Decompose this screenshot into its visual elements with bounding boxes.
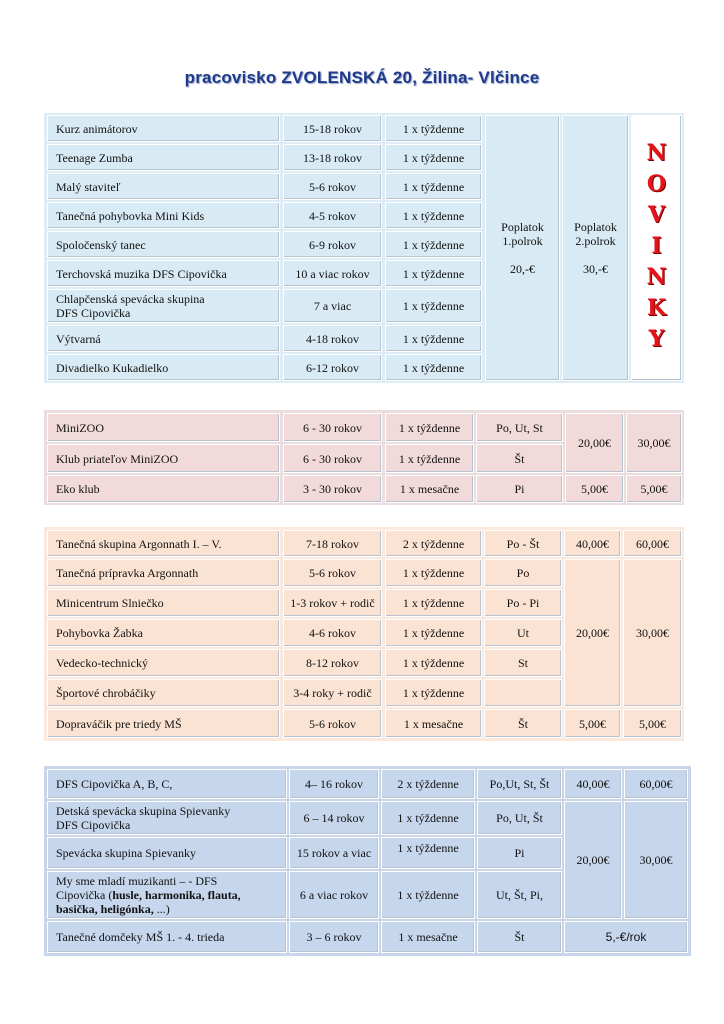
course-name-line: DFS Cipovička [56, 818, 131, 832]
course-name: Dopraváčik pre triedy MŠ [47, 709, 280, 738]
days: Pi [477, 837, 562, 869]
age-range: 10 a viac rokov [283, 260, 382, 287]
course-name: Pohybovka Žabka [47, 619, 280, 647]
course-name: Tanečné domčeky MŠ 1. - 4. trieda [47, 921, 287, 953]
course-name [47, 289, 280, 323]
days: Pi [476, 475, 563, 503]
frequency: 1 x mesačne [385, 709, 482, 738]
frequency: 1 x týždenne [385, 413, 474, 442]
course-name: Tanečná prípravka Argonnath [47, 559, 280, 587]
course-name: Vedecko-technický [47, 649, 280, 677]
fee-price: 30,-€ [583, 262, 608, 276]
course-name: Eko klub [47, 475, 280, 503]
novinky-letter: N [646, 140, 667, 166]
frequency: 1 x týždenne [385, 173, 482, 200]
course-name: Spevácka skupina Spievanky [47, 837, 287, 869]
days: St [484, 649, 562, 677]
price-first-half: 5,00€ [565, 475, 624, 503]
age-range: 15 rokov a viac [289, 837, 379, 869]
frequency: 2 x týždenne [381, 769, 475, 799]
frequency: 2 x týždenne [385, 530, 482, 557]
course-name-line: basička, heligónka, ...) [56, 902, 170, 916]
age-range: 1-3 rokov + rodič [283, 589, 382, 617]
days [484, 679, 562, 707]
price-second-half: 5,00€ [623, 709, 682, 738]
price-second-half: 30,00€ [623, 559, 682, 707]
course-name: Športové chrobáčiky [47, 679, 280, 707]
fee-first-half [485, 115, 560, 381]
age-range: 6 a viac rokov [289, 871, 379, 919]
days: Št [476, 444, 563, 473]
course-name: Teenage Zumba [47, 144, 280, 171]
course-name: Malý staviteľ [47, 173, 280, 200]
frequency: 1 x týždenne [385, 589, 482, 617]
price-first-half: 5,00€ [564, 709, 621, 738]
price-first-half: 20,00€ [564, 559, 621, 707]
course-name: DFS Cipovička A, B, C, [47, 769, 287, 799]
frequency: 1 x týždenne [385, 679, 482, 707]
days: Po - Št [484, 530, 562, 557]
age-range: 6-12 rokov [283, 354, 382, 381]
price-first-half: 20,00€ [565, 413, 624, 473]
fee-period: 1.polrok [502, 234, 543, 248]
age-range: 4-5 rokov [283, 202, 382, 229]
frequency: 1 x týždenne [385, 354, 482, 381]
price-first-half: 40,00€ [564, 530, 621, 557]
novinky-banner [631, 115, 682, 381]
frequency: 1 x týždenne [385, 144, 482, 171]
course-name: MiniZOO [47, 413, 280, 442]
course-name-line: My sme mladí muzikanti – - DFS [56, 874, 218, 888]
age-range: 6-9 rokov [283, 231, 382, 258]
price-second-half: 30,00€ [624, 801, 688, 919]
fee-second-half [562, 115, 629, 381]
novinky-letter: N [646, 264, 667, 290]
course-name-line: DFS Cipovička [56, 306, 131, 320]
age-range: 15-18 rokov [283, 115, 382, 142]
frequency: 1 x mesačne [381, 921, 475, 953]
price-first-half: 40,00€ [564, 769, 622, 799]
section-1-table [44, 113, 684, 383]
age-range: 4– 16 rokov [289, 769, 379, 799]
section-2-table [44, 410, 684, 505]
frequency: 1 x týždenne [385, 260, 482, 287]
fee-price: 20,-€ [510, 262, 535, 276]
price-second-half: 5,00€ [626, 475, 682, 503]
novinky-letter: I [651, 233, 662, 259]
age-range: 6 - 30 rokov [283, 413, 382, 442]
frequency: 1 x týždenne [385, 115, 482, 142]
frequency: 1 x týždenne [385, 619, 482, 647]
frequency: 1 x týždenne [385, 289, 482, 323]
course-name: Divadielko Kukadielko [47, 354, 280, 381]
days: Po, Ut, Št [477, 801, 562, 835]
section-3-table [44, 527, 684, 741]
frequency: 1 x týždenne [385, 231, 482, 258]
course-name-line: Chlapčenská spevácka skupina [56, 292, 205, 306]
age-range: 3 – 6 rokov [289, 921, 379, 953]
age-range: 5-6 rokov [283, 559, 382, 587]
course-name [47, 871, 287, 919]
frequency: 1 x týždenne [385, 325, 482, 352]
frequency: 1 x týždenne [385, 649, 482, 677]
course-name: Klub priateľov MiniZOO [47, 444, 280, 473]
price-second-half: 30,00€ [626, 413, 682, 473]
frequency: 1 x týždenne [385, 444, 474, 473]
age-range: 7-18 rokov [283, 530, 382, 557]
fee-period: 2.polrok [575, 234, 616, 248]
age-range: 6 - 30 rokov [283, 444, 382, 473]
age-range: 13-18 rokov [283, 144, 382, 171]
frequency: 1 x týždenne [381, 801, 475, 835]
age-range: 3-4 roky + rodič [283, 679, 382, 707]
price-second-half: 60,00€ [623, 530, 682, 557]
novinky-letter: Y [648, 326, 665, 352]
fee-label: Poplatok [501, 220, 544, 234]
section-4-table [44, 766, 691, 956]
page-title: pracovisko ZVOLENSKÁ 20, Žilina- Vlčince [184, 68, 540, 87]
age-range: 8-12 rokov [283, 649, 382, 677]
course-name: Kurz animátorov [47, 115, 280, 142]
days: Po,Ut, St, Št [477, 769, 562, 799]
price-second-half: 60,00€ [624, 769, 688, 799]
days: Ut, Št, Pi, [477, 871, 562, 919]
course-name [47, 801, 287, 835]
frequency: 1 x týždenne [381, 837, 475, 869]
course-name-line: Detská spevácka skupina Spievanky [56, 804, 231, 818]
days: Po [484, 559, 562, 587]
course-name: Minicentrum Slniečko [47, 589, 280, 617]
days: Po, Ut, St [476, 413, 563, 442]
days: Št [484, 709, 562, 738]
course-name: Tanečná pohybovka Mini Kids [47, 202, 280, 229]
course-name: Spoločenský tanec [47, 231, 280, 258]
frequency: 1 x týždenne [381, 871, 475, 919]
age-range: 3 - 30 rokov [283, 475, 382, 503]
course-name-line: Cipovička (husle, harmonika, flauta, [56, 888, 241, 902]
novinky-letter: V [647, 202, 666, 228]
frequency: 1 x mesačne [385, 475, 474, 503]
novinky-letter: K [646, 295, 667, 321]
course-name: Terchovská muzika DFS Cipovička [47, 260, 280, 287]
age-range: 4-18 rokov [283, 325, 382, 352]
price-per-year: 5,-€/rok [564, 921, 688, 953]
course-name: Tanečná skupina Argonnath I. – V. [47, 530, 280, 557]
age-range: 5-6 rokov [283, 173, 382, 200]
age-range: 5-6 rokov [283, 709, 382, 738]
age-range: 4-6 rokov [283, 619, 382, 647]
price-first-half: 20,00€ [564, 801, 622, 919]
age-range: 7 a viac [283, 289, 382, 323]
course-name: Výtvarná [47, 325, 280, 352]
days: Po - Pi [484, 589, 562, 617]
frequency: 1 x týždenne [385, 559, 482, 587]
frequency: 1 x týždenne [385, 202, 482, 229]
days: Št [477, 921, 562, 953]
novinky-letter: O [646, 171, 667, 197]
fee-label: Poplatok [574, 220, 617, 234]
days: Ut [484, 619, 562, 647]
age-range: 6 – 14 rokov [289, 801, 379, 835]
